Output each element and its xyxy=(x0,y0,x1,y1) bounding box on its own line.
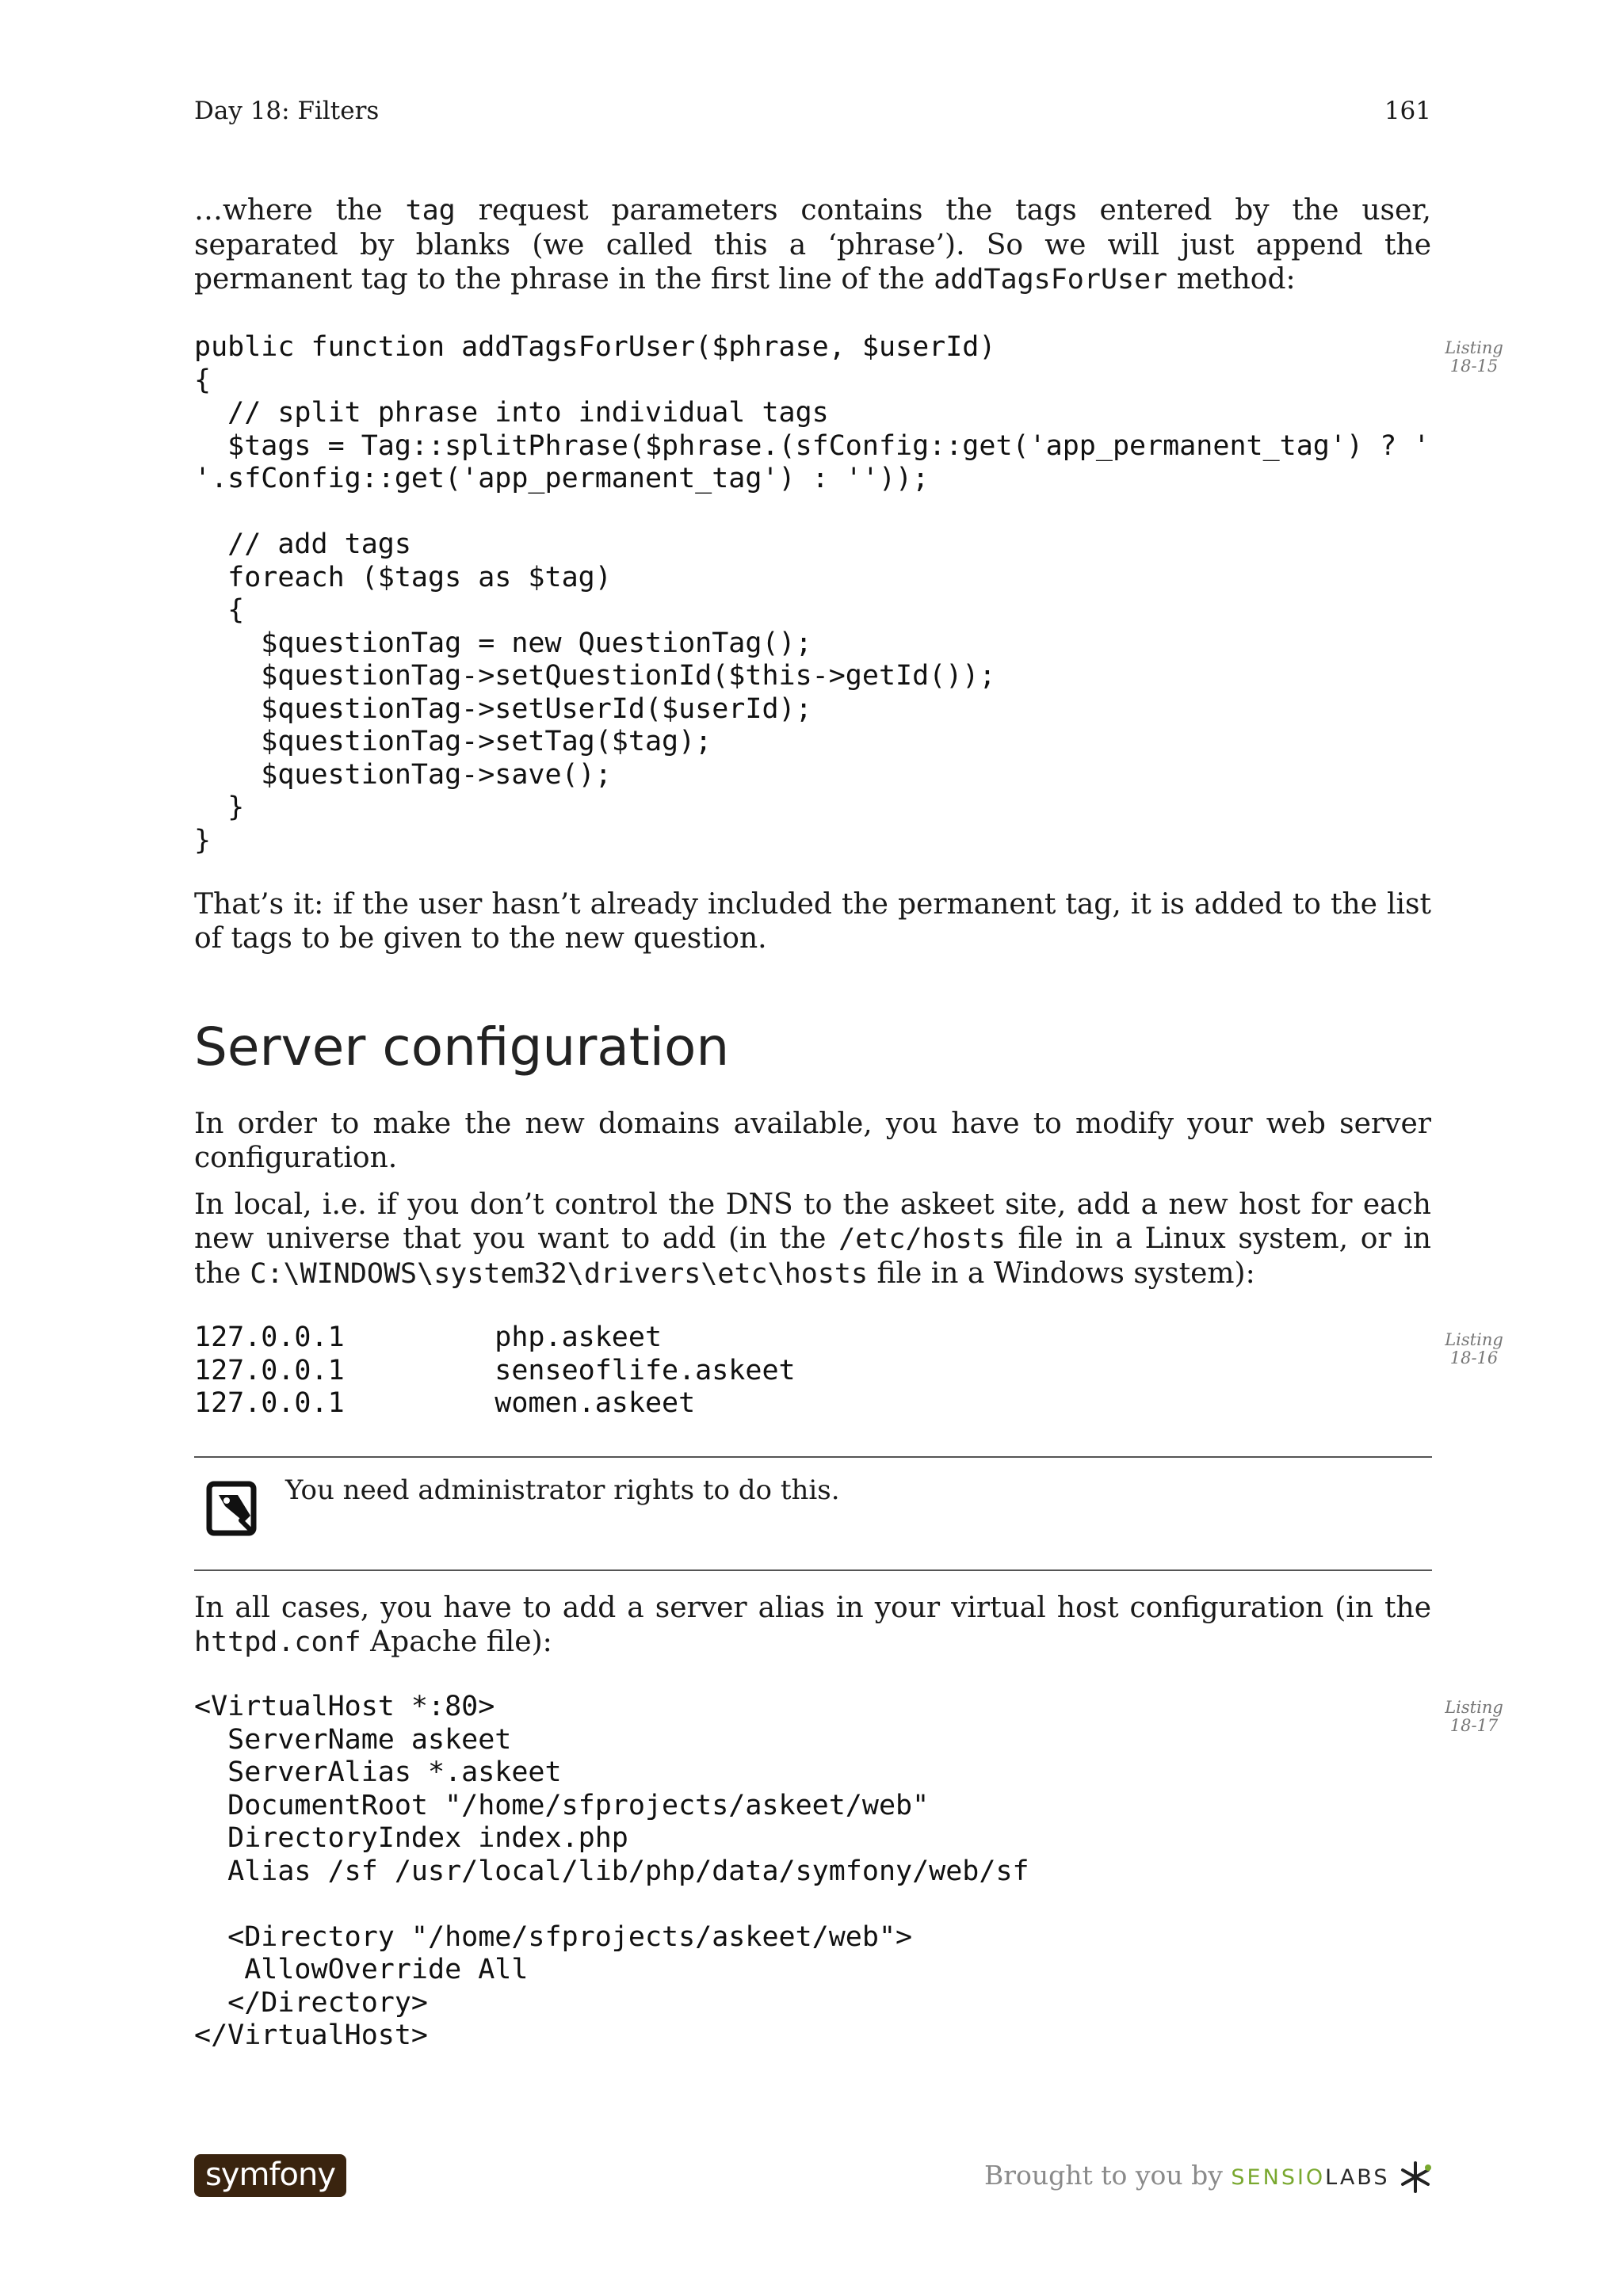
inline-code-tag: tag xyxy=(405,195,456,227)
listing-label-18-15: Listing 18-15 xyxy=(1445,338,1503,376)
intro-paragraph: …where the tag request parameters contains the tags entered by the user, separated by blanks (we called this a ‘phrase’). So we will just append the permanent tag to the phrase in the first line of the addTagsForUser method: xyxy=(194,194,1431,296)
code-listing-18-16: 127.0.0.1 php.askeet 127.0.0.1 senseoflife.askeet 127.0.0.1 women.askeet xyxy=(194,1322,796,1419)
listing-label-18-17: Listing 18-17 xyxy=(1445,1698,1503,1735)
server-config-paragraph: In order to make the new domains available, you have to modify your web server configuration. xyxy=(194,1108,1431,1174)
code-listing-18-17: <VirtualHost *:80> ServerName askeet ServerAlias *.askeet DocumentRoot "/home/sfprojects/askeet/web" DirectoryIndex index.php Alias /sf /usr/local/lib/php/data/symfony/web/sf <Directory "/home/sfprojects/askeet/web"> AllowOverride All </Directory> </VirtualHost> xyxy=(194,1691,1029,2051)
sensiolabs-star-icon xyxy=(1398,2160,1433,2195)
section-heading: Server configuration xyxy=(194,1016,730,1077)
running-header-chapter: Day 18: Filters xyxy=(194,97,380,125)
sensiolabs-brand: SENSIOLABS xyxy=(1231,2165,1390,2190)
inline-code-method: addTagsForUser xyxy=(934,264,1168,296)
note-top-rule xyxy=(194,1456,1432,1458)
inline-code-windows-hosts: C:\WINDOWS\system32\drivers\etc\hosts xyxy=(250,1258,869,1290)
page-number: 161 xyxy=(1384,97,1431,125)
virtual-host-paragraph: In all cases, you have to add a server alias in your virtual host configuration (in the httpd.conf Apache file): xyxy=(194,1592,1431,1658)
listing-label-18-16: Listing 18-16 xyxy=(1445,1330,1503,1367)
code-listing-18-15: public function addTagsForUser($phrase, $userId) { // split phrase into individual tags $tags = Tag::splitPhrase($phrase.(sfConfig::get('app_permanent_tag') ? ' '.sfConfig::get('app_permanent_tag') : '')); // add tags foreach ($tags as $tag) { $questionTag = new QuestionTag(); $questionTag->setQuestionId($this->getId()); $questionTag->setUserId($userId); $questionTag->setTag($tag); $questionTag->save(); } } xyxy=(194,331,1430,856)
symfony-logo: symfony xyxy=(194,2154,346,2197)
hosts-paragraph: In local, i.e. if you don’t control the DNS to the askeet site, add a new host for each new universe that you want to add (in the /etc/hosts file in a Linux system, or in the C:\WINDOWS\system32\drivers\etc\hosts file in a Windows system): xyxy=(194,1188,1431,1290)
note-icon xyxy=(204,1479,262,1538)
conclusion-paragraph: That’s it: if the user hasn’t already included the permanent tag, it is added to the list of tags to be given to the new question. xyxy=(194,888,1431,955)
footer-credit xyxy=(984,2155,1433,2199)
inline-code-etc-hosts: /etc/hosts xyxy=(838,1223,1006,1255)
note-text: You need administrator rights to do this. xyxy=(285,1474,840,1506)
credit-text: Brought to you by xyxy=(984,2160,1223,2191)
inline-code-httpd-conf: httpd.conf xyxy=(194,1627,361,1658)
note-bottom-rule xyxy=(194,1569,1432,1571)
